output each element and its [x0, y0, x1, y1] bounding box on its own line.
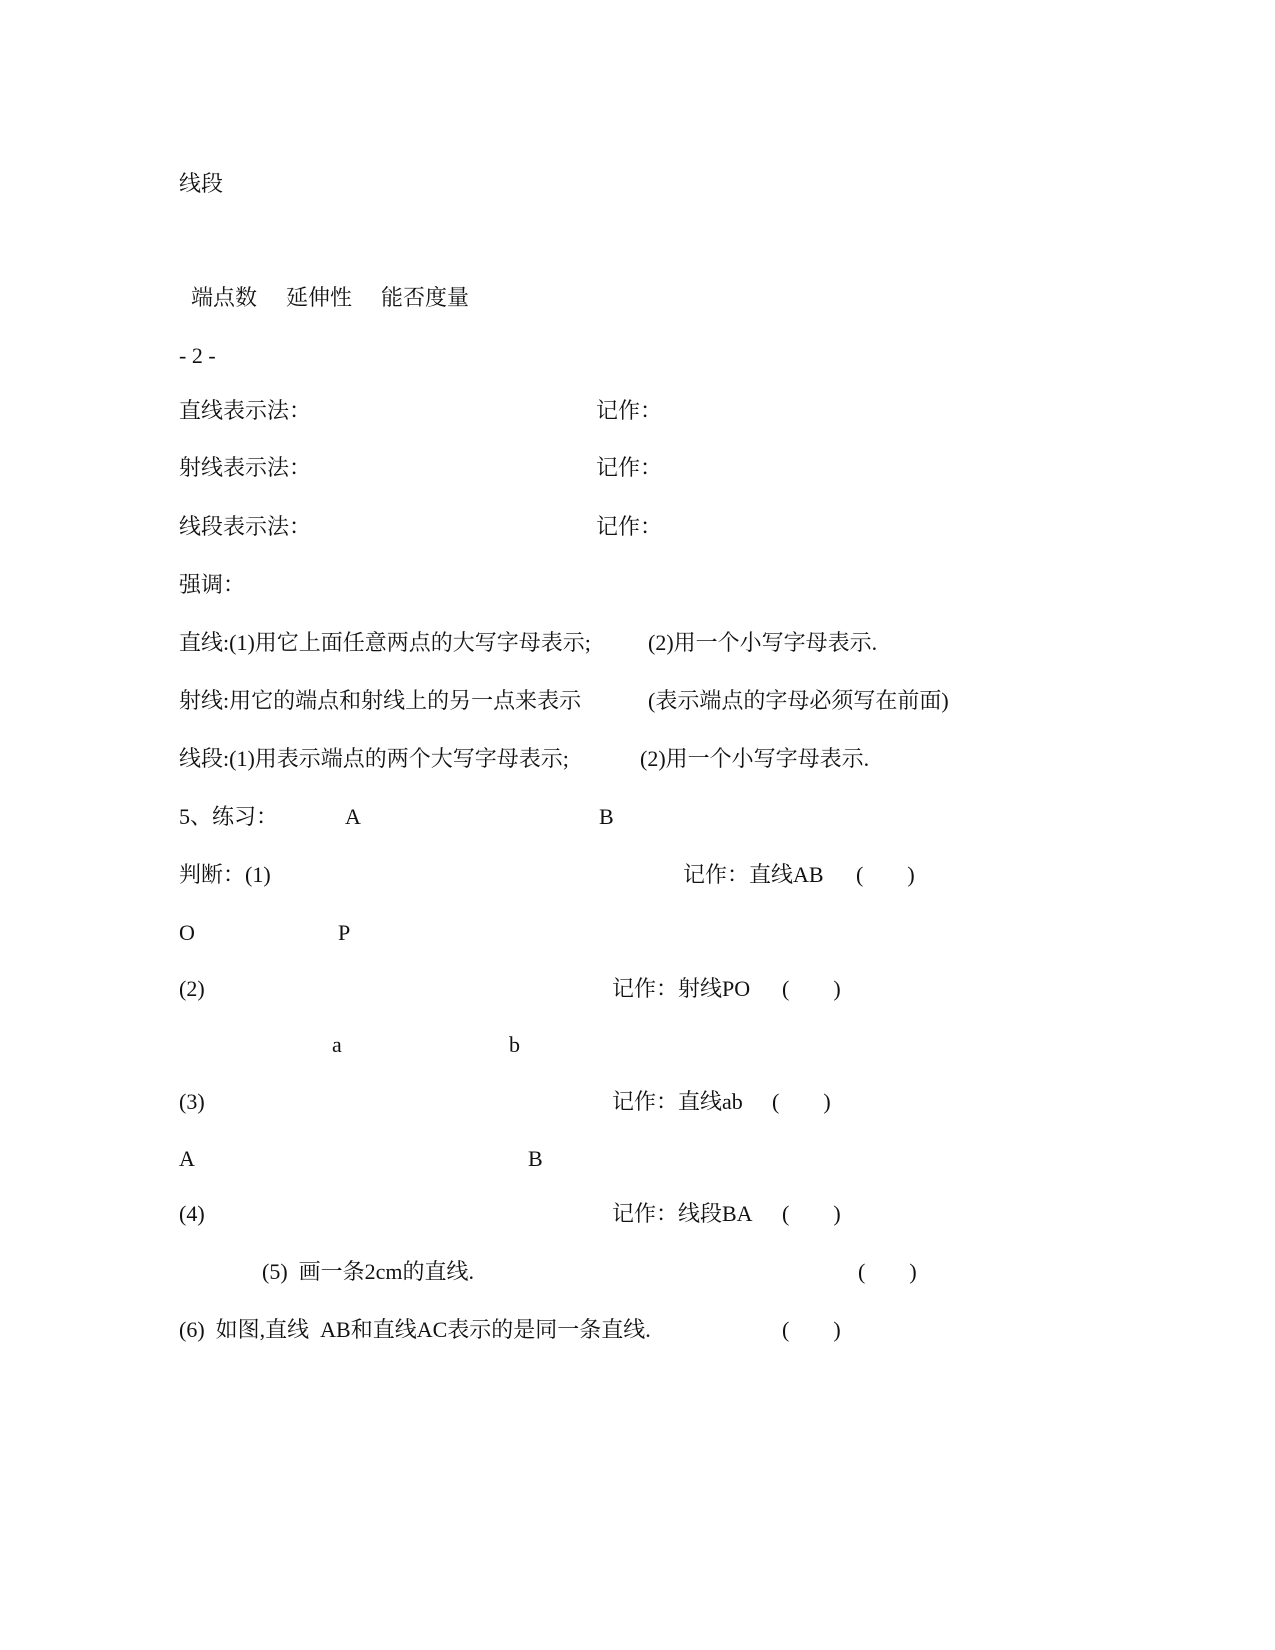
q3-point-b: b	[509, 1032, 520, 1057]
q2-label: (2)	[179, 976, 205, 1001]
line-notation-note: 记作：	[596, 398, 663, 423]
q4-point-a: A	[179, 1146, 195, 1171]
emphasis-segment-rule-2: (2)用一个小写字母表示.	[640, 746, 870, 771]
q1-answer-blank: ( )	[856, 862, 915, 887]
q3-answer-blank: ( )	[772, 1089, 831, 1114]
q4-answer-blank: ( )	[782, 1201, 841, 1226]
q1-point-b: B	[599, 804, 614, 829]
q3-label: (3)	[179, 1089, 205, 1114]
table-header-measurable: 能否度量	[381, 285, 470, 310]
page-number: - 2 -	[179, 343, 216, 368]
q4-point-b: B	[528, 1146, 543, 1171]
q2-answer-blank: ( )	[782, 976, 841, 1001]
q6-answer-blank: ( )	[782, 1317, 841, 1342]
q1-note: 记作：直线AB	[683, 862, 824, 887]
q2-point-o: O	[179, 920, 195, 945]
q3-point-a: a	[332, 1032, 342, 1057]
line-notation-label: 直线表示法：	[179, 398, 312, 423]
ray-notation-note: 记作：	[596, 455, 663, 480]
q1-label: 判断：(1)	[179, 862, 271, 887]
emphasis-line-rule-1: 直线:(1)用它上面任意两点的大写字母表示;	[179, 630, 591, 655]
exercise-title: 5、练习：	[179, 804, 279, 829]
table-header-extensibility: 延伸性	[286, 285, 353, 310]
q5-answer-blank: ( )	[858, 1259, 917, 1284]
q1-point-a: A	[345, 804, 361, 829]
emphasis-ray-rule-1: 射线:用它的端点和射线上的另一点来表示	[179, 688, 582, 713]
q4-note: 记作：线段BA	[612, 1201, 753, 1226]
q6-text: (6) 如图,直线 AB和直线AC表示的是同一条直线.	[179, 1317, 651, 1342]
segment-notation-note: 记作：	[596, 514, 663, 539]
q4-label: (4)	[179, 1201, 205, 1226]
emphasis-ray-rule-2: (表示端点的字母必须写在前面)	[648, 688, 949, 713]
q5-text: (5) 画一条2cm的直线.	[262, 1259, 475, 1284]
q3-note: 记作：直线ab	[612, 1089, 743, 1114]
emphasis-title: 强调：	[179, 572, 246, 597]
q2-point-p: P	[338, 920, 351, 945]
q2-note: 记作：射线PO	[612, 976, 751, 1001]
section-heading: 线段	[179, 171, 224, 196]
emphasis-segment-rule-1: 线段:(1)用表示端点的两个大写字母表示;	[179, 746, 569, 771]
emphasis-line-rule-2: (2)用一个小写字母表示.	[648, 630, 878, 655]
segment-notation-label: 线段表示法：	[179, 514, 312, 539]
table-header-endpoints: 端点数	[191, 285, 258, 310]
ray-notation-label: 射线表示法：	[179, 455, 312, 480]
